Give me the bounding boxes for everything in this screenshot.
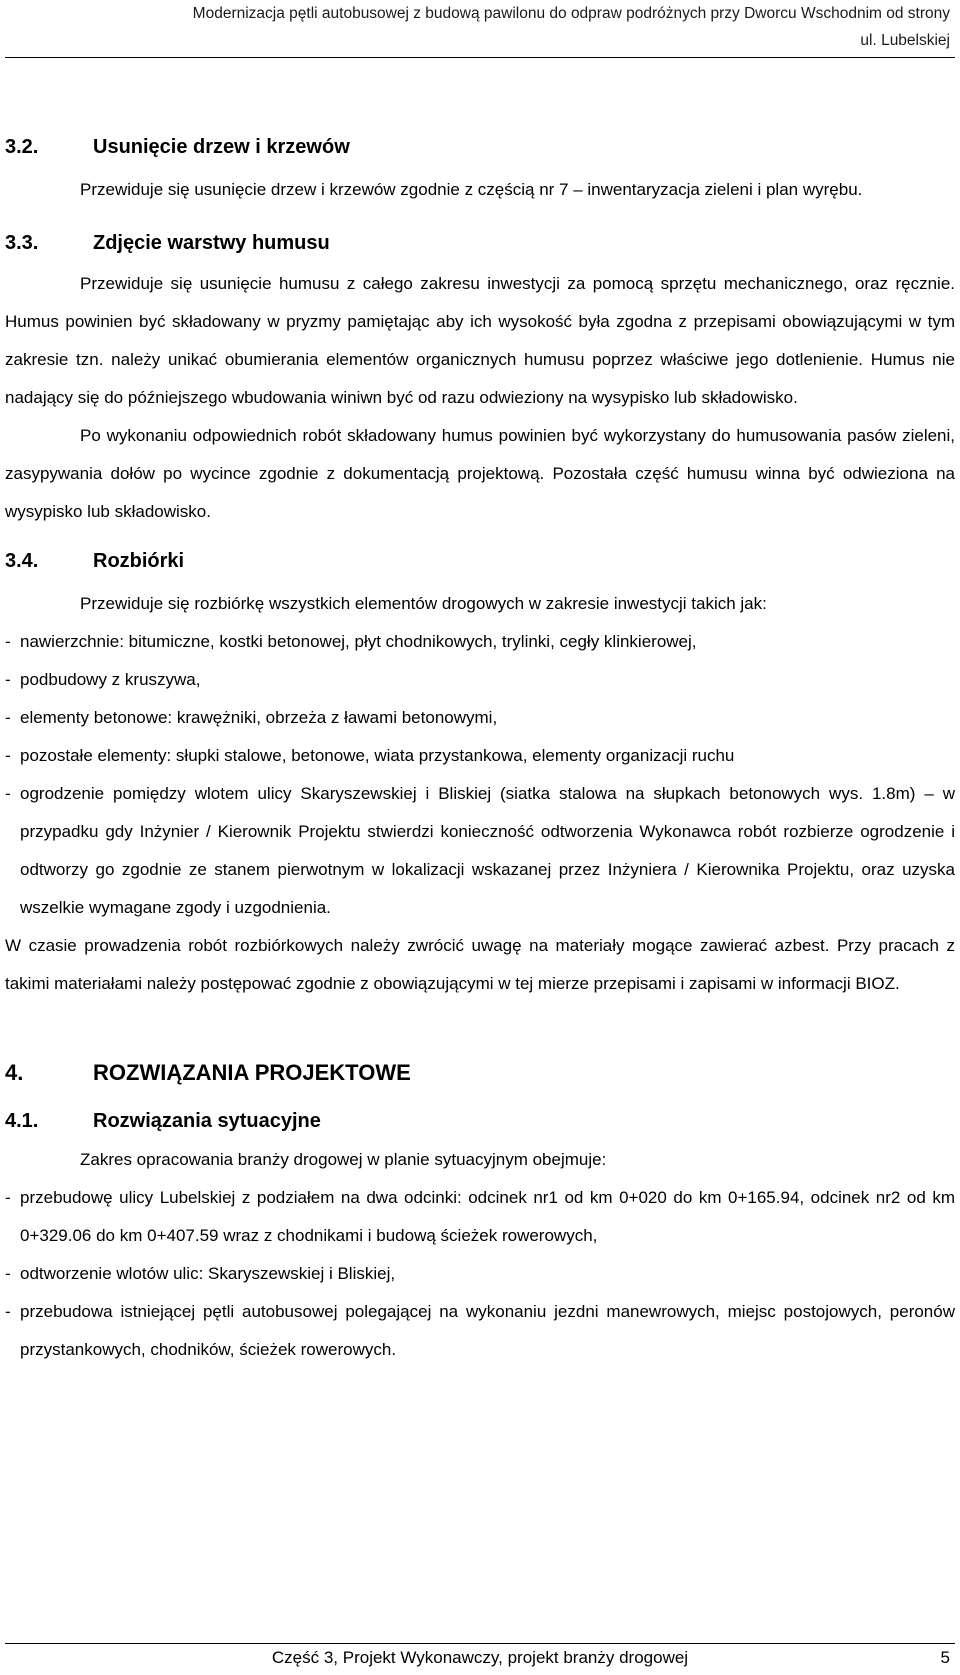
list-item: - podbudowy z kruszywa, [5,670,201,689]
page-header [30,0,950,54]
footer-divider [5,1643,955,1644]
section-title: Rozwiązania sytuacyjne [93,1110,321,1132]
list-item: - odtworzenie wlotów ulic: Skaryszewskiej i Bliskiej, [5,1264,396,1283]
section-title: ROZWIĄZANIA PROJEKTOWE [93,1060,411,1085]
list-item: - elementy betonowe: krawężniki, obrzeża z ławami betonowymi, [5,708,498,727]
section-heading-3-4 [5,549,955,573]
footer-text: Część 3, Projekt Wykonawczy, projekt branży drogowej [271,1648,689,1667]
list-item: - pozostałe elementy: słupki stalowe, betonowe, wiata przystankowa, elementy organizacji ruchu [5,746,735,765]
paragraph: Po wykonaniu odpowiednich robót składowany humus powinien być wykorzystany do humusowania pasów zieleni, zasypywania dołów po wycince zgodnie z dokumentacją projektową. Pozostała część humusu winna być odwieziona na wysypisko lub składowisko. [5,426,955,521]
paragraph: Przewiduje się usunięcie drzew i krzewów zgodnie z częścią nr 7 – inwentaryzacja zieleni i plan wyrębu. [80,180,863,199]
section-4-1 [5,1109,955,1369]
section-3-3 [5,231,955,531]
section-heading-3-3 [5,231,955,255]
page-number: 5 [940,1648,950,1667]
header-divider [5,57,955,58]
section-3-4 [5,549,955,1003]
scope-list [5,1179,955,1369]
section-heading-3-2 [5,135,955,159]
list-item: - przebudowa istniejącej pętli autobusowej polegającej na wykonaniu jezdni manewrowych, miejsc postojowych, peronów przystankowych, chodników, ścieżek rowerowych. [5,1302,955,1359]
section-number: 3.3. [5,232,39,254]
page-content [5,135,955,1369]
paragraph: W czasie prowadzenia robót rozbiórkowych należy zwrócić uwagę na materiały mogące zawierać azbest. Przy pracach z takimi materiałami należy postępować zgodnie z obowiązującymi w tej mierze przepisami i zapisami w informacji BIOZ. [5,936,955,993]
section-number: 3.2. [5,136,39,158]
section-number: 4.1. [5,1110,39,1132]
paragraph: Zakres opracowania branży drogowej w planie sytuacyjnym obejmuje: [80,1150,607,1169]
section-number: 4. [5,1060,24,1085]
section-title: Rozbiórki [93,550,185,572]
demolition-list [5,623,955,927]
section-title: Zdjęcie warstwy humusu [93,232,330,254]
paragraph: Przewiduje się rozbiórkę wszystkich elementów drogowych w zakresie inwestycji takich jak: [80,594,767,613]
header-title-line2: ul. Lubelskiej [860,32,950,49]
section-heading-4-1 [5,1109,955,1133]
list-item: - nawierzchnie: bitumiczne, kostki betonowej, płyt chodnikowych, trylinki, cegły klinkierowej, [5,632,697,651]
section-number: 3.4. [5,550,39,572]
list-item: - ogrodzenie pomiędzy wlotem ulicy Skaryszewskiej i Bliskiej (siatka stalowa na słupkach betonowych wys. 1.8m) – w przypadku gdy Inżynier / Kierownik Projektu stwierdzi konieczność odtworzenia Wykonawca robót rozbierze ogrodzenie i odtworzy go zgodnie ze stanem pierwotnym w lokalizacji wskazanej przez Inżyniera / Kierownika Projektu, oraz uzyska wszelkie wymagane zgody i uzgodnienia. [5,784,955,917]
section-3-2 [5,135,955,209]
section-4 [5,1061,955,1085]
list-item: - przebudowę ulicy Lubelskiej z podziałem na dwa odcinki: odcinek nr1 od km 0+020 do km 0+165.94, odcinek nr2 od km 0+329.06 do km 0+407.59 wraz z chodnikami i budową ścieżek rowerowych, [5,1188,955,1245]
section-title: Usunięcie drzew i krzewów [93,136,350,158]
header-title-line1: Modernizacja pętli autobusowej z budową pawilonu do odpraw podróżnych przy Dworcu Wschodnim od strony [192,5,950,22]
paragraph: Przewiduje się usunięcie humusu z całego zakresu inwestycji za pomocą sprzętu mechanicznego, oraz ręcznie. Humus powinien być składowany w pryzmy pamiętając aby ich wysokość była zgodna z przepisami obowiązującymi w tym zakresie tzn. należy unikać obumierania elementów organicznych humusu poprzez właściwe jego dotlenienie. Humus nie nadający się do późniejszego wbudowania winiwn być od razu odwieziony na wysypisko lub składowisko. [5,274,955,407]
chapter-heading-4 [5,1061,955,1085]
